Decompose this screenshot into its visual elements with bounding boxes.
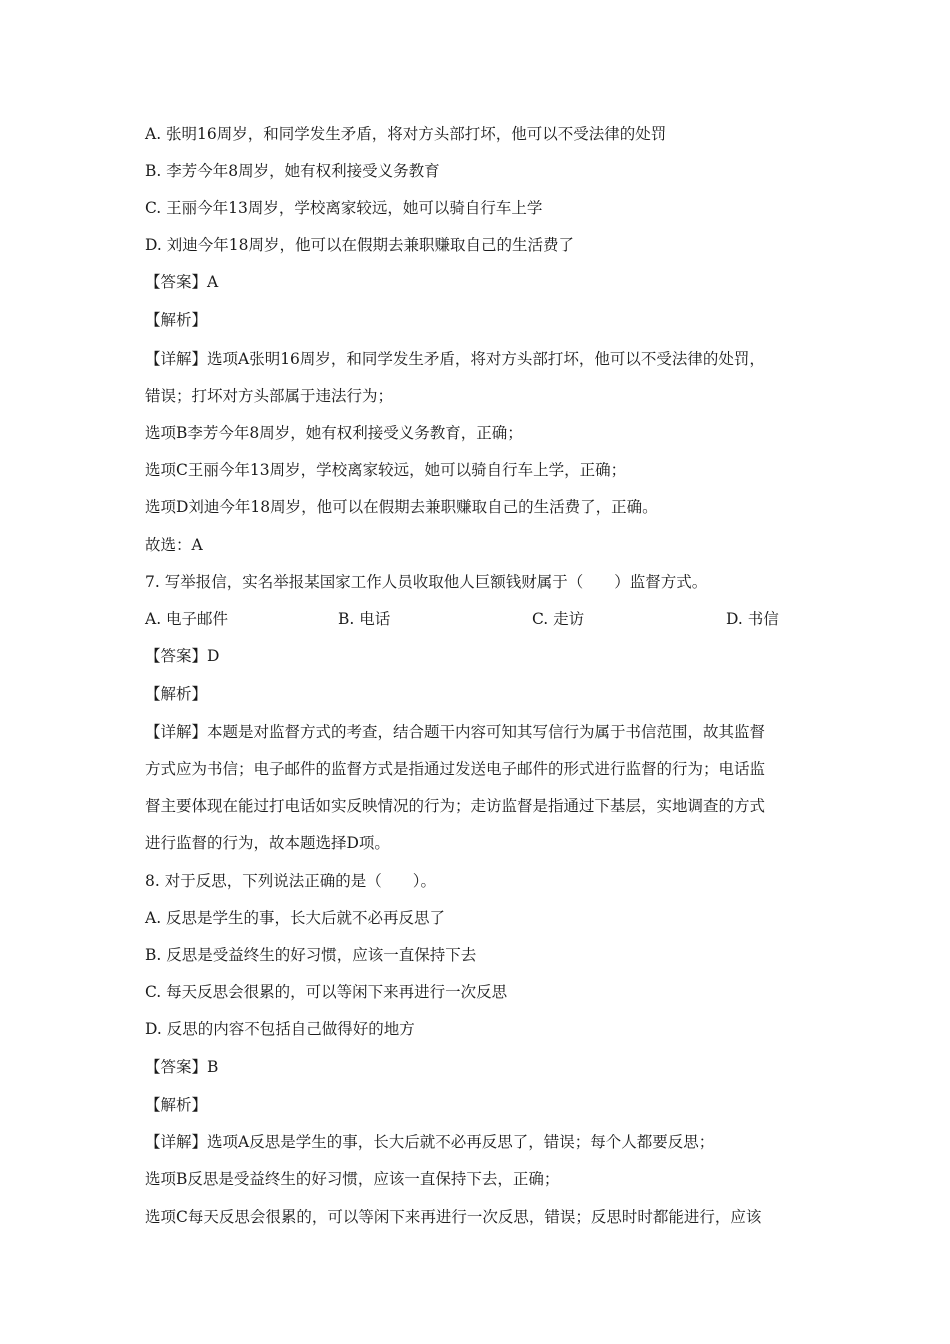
q7-option-a: A. 电子邮件 — [145, 610, 229, 628]
q6-detail-line-4: 选项C王丽今年13周岁，学校离家较远，她可以骑自行车上学，正确； — [145, 461, 627, 479]
q8-option-a: A. 反思是学生的事，长大后就不必再反思了 — [145, 909, 446, 927]
q7-detail-line-3: 督主要体现在能过打电话如实反映情况的行为；走访监督是指通过下基层，实地调查的方式 — [145, 797, 766, 815]
q6-detail-line-3: 选项B李芳今年8周岁，她有权利接受义务教育，正确； — [145, 424, 523, 442]
q6-answer: 【答案】A — [145, 273, 219, 291]
q7-detail-line-1: 【详解】本题是对监督方式的考查，结合题干内容可知其写信行为属于书信范围，故其监督 — [145, 723, 766, 741]
q7-question: 7. 写举报信，实名举报某国家工作人员收取他人巨额钱财属于（ ）监督方式。 — [145, 573, 708, 591]
q6-option-b: B. 李芳今年8周岁，她有权利接受义务教育 — [145, 162, 440, 180]
q8-detail-line-1: 【详解】选项A反思是学生的事，长大后就不必再反思了，错误；每个人都要反思； — [145, 1133, 715, 1151]
q6-detail-line-1: 【详解】选项A张明16周岁，和同学发生矛盾，将对方头部打坏，他可以不受法律的处罚， — [145, 350, 765, 368]
q7-option-b: B. 电话 — [338, 610, 391, 628]
q6-detail-line-5: 选项D刘迪今年18周岁，他可以在假期去兼职赚取自己的生活费了，正确。 — [145, 498, 658, 516]
q8-detail-line-3: 选项C每天反思会很累的，可以等闲下来再进行一次反思，错误；反思时时都能进行，应该 — [145, 1208, 762, 1226]
q7-option-d: D. 书信 — [726, 610, 779, 628]
q8-option-d: D. 反思的内容不包括自己做得好的地方 — [145, 1020, 415, 1038]
q8-analysis-heading: 【解析】 — [145, 1096, 208, 1114]
q6-analysis-heading: 【解析】 — [145, 311, 208, 329]
q8-option-c: C. 每天反思会很累的，可以等闲下来再进行一次反思 — [145, 983, 508, 1001]
q7-detail-line-2: 方式应为书信；电子邮件的监督方式是指通过发送电子邮件的形式进行监督的行为；电话监 — [145, 760, 766, 778]
q6-option-d: D. 刘迪今年18周岁，他可以在假期去兼职赚取自己的生活费了 — [145, 236, 574, 254]
q7-option-c: C. 走访 — [532, 610, 585, 628]
q6-option-a: A. 张明16周岁，和同学发生矛盾，将对方头部打坏，他可以不受法律的处罚 — [145, 125, 667, 143]
q6-option-c: C. 王丽今年13周岁，学校离家较远，她可以骑自行车上学 — [145, 199, 543, 217]
q8-option-b: B. 反思是受益终生的好习惯，应该一直保持下去 — [145, 946, 477, 964]
q7-analysis-heading: 【解析】 — [145, 685, 208, 703]
q8-question: 8. 对于反思，下列说法正确的是（ ）。 — [145, 872, 436, 890]
q8-answer: 【答案】B — [145, 1058, 219, 1076]
q6-conclusion: 故选：A — [145, 536, 203, 554]
q7-answer: 【答案】D — [145, 647, 220, 665]
q8-detail-line-2: 选项B反思是受益终生的好习惯，应该一直保持下去，正确； — [145, 1170, 560, 1188]
q6-detail-line-2: 错误；打坏对方头部属于违法行为； — [145, 387, 394, 405]
q7-detail-line-4: 进行监督的行为，故本题选择D项。 — [145, 834, 390, 852]
